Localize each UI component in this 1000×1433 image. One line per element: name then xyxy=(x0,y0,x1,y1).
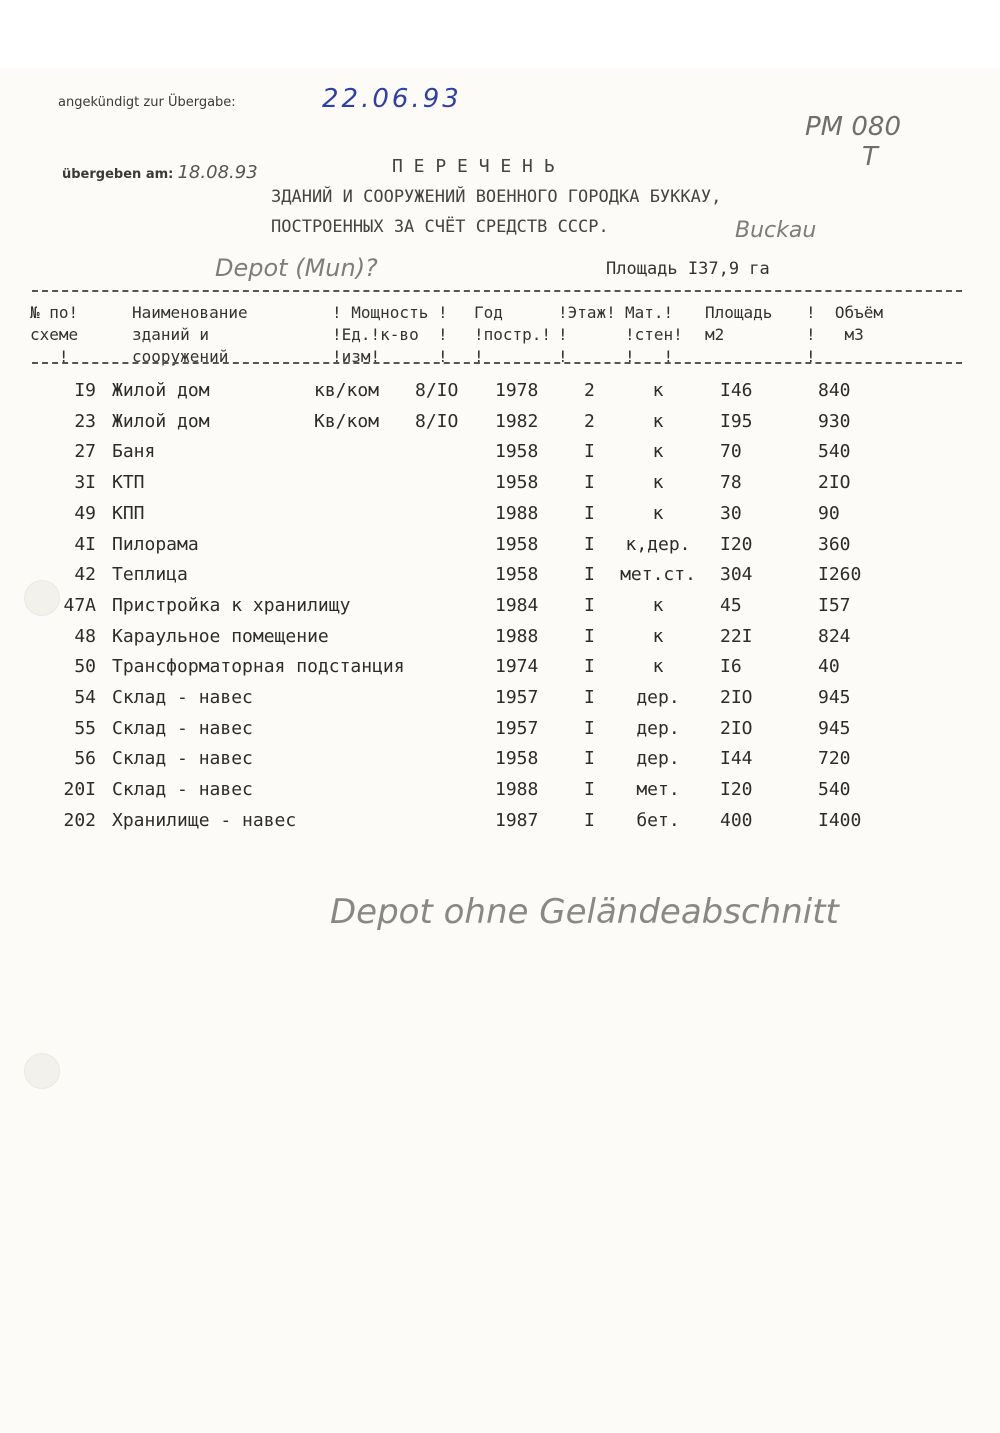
cell-material: дер. xyxy=(636,748,680,770)
cell-num: 202 xyxy=(63,809,96,831)
cell-area: I95 xyxy=(720,410,753,432)
cell-name: КТП xyxy=(112,472,145,494)
cell-name: Баня xyxy=(112,441,156,463)
cell-area: 2IO xyxy=(720,717,753,739)
cell-name: Трансформаторная подстанция xyxy=(112,656,405,678)
cell-name: Склад - навес xyxy=(112,748,253,770)
cell-year: 1987 xyxy=(495,809,539,831)
cell-volume: 540 xyxy=(818,441,851,463)
handed-over-stamp xyxy=(62,162,258,183)
cell-volume: 930 xyxy=(818,410,851,432)
cell-num: 54 xyxy=(74,687,96,708)
cell-area: 78 xyxy=(720,472,742,494)
cell-num: 20I xyxy=(63,779,96,801)
cell-area: 22I xyxy=(720,625,753,647)
cell-material: мет.ст. xyxy=(620,564,696,586)
announced-label: angekündigt zur Übergabe: xyxy=(58,95,236,110)
cell-qty: 8/IO xyxy=(415,380,459,401)
cell-year: 1988 xyxy=(495,779,539,801)
cell-name: Склад - навес xyxy=(112,687,253,708)
table-row xyxy=(0,564,1000,594)
cell-volume: I260 xyxy=(818,564,862,586)
cell-year: 1978 xyxy=(495,380,539,401)
cell-year: 1974 xyxy=(495,656,539,678)
cell-volume: 360 xyxy=(818,533,851,555)
cell-area: 2IO xyxy=(720,687,753,708)
cell-floors: I xyxy=(584,502,595,524)
cell-num: 42 xyxy=(74,564,96,586)
header-material: Мат.! !стен! ! ! xyxy=(625,303,683,366)
total-area: Площадь I37,9 га xyxy=(606,259,770,279)
cell-year: 1958 xyxy=(495,472,539,494)
title-line-2: ЗДАНИЙ И СООРУЖЕНИЙ ВОЕННОГО ГОРОДКА БУККАУ, xyxy=(271,187,722,207)
cell-num: 55 xyxy=(74,717,96,739)
cell-volume: 2IO xyxy=(818,472,851,494)
cell-material: дер. xyxy=(636,717,680,739)
cell-year: 1958 xyxy=(495,564,539,586)
cell-area: I44 xyxy=(720,748,753,770)
file-code: PM 080 xyxy=(805,112,902,142)
table-row xyxy=(0,656,1000,686)
header-rule-top xyxy=(32,290,962,292)
cell-qty: 8/IO xyxy=(415,410,459,432)
cell-material: к xyxy=(652,502,664,524)
cell-name: Склад - навес xyxy=(112,779,253,801)
cell-num: 4I xyxy=(74,533,96,555)
cell-material: к xyxy=(652,380,664,401)
punch-hole xyxy=(24,1053,60,1089)
cell-num: 27 xyxy=(74,441,96,463)
table-row xyxy=(0,748,1000,778)
cell-year: 1957 xyxy=(495,687,539,708)
cell-volume: 945 xyxy=(818,717,851,739)
cell-area: I6 xyxy=(720,656,742,678)
cell-name: КПП xyxy=(112,502,145,524)
cell-volume: 90 xyxy=(818,502,840,524)
table-row xyxy=(0,718,1000,748)
cell-year: 1988 xyxy=(495,625,539,647)
cell-floors: I xyxy=(584,594,595,616)
cell-name: Караульное помещение xyxy=(112,625,329,647)
cell-floors: I xyxy=(584,809,595,831)
cell-floors: I xyxy=(584,441,595,463)
cell-volume: 720 xyxy=(818,748,851,770)
header-floors: !Этаж! ! ! xyxy=(558,303,616,366)
table-row xyxy=(0,503,1000,533)
table-row xyxy=(0,810,1000,840)
cell-unit: кв/ком xyxy=(314,380,380,401)
header-volume: ! Объём ! м3 ! xyxy=(806,303,884,366)
cell-floors: I xyxy=(584,656,595,678)
table-row xyxy=(0,626,1000,656)
cell-num: I9 xyxy=(74,380,96,401)
cell-floors: I xyxy=(584,717,595,739)
document-title: П Е Р Е Ч Е Н Ь xyxy=(392,156,555,177)
cell-name: Хранилище - навес xyxy=(112,809,297,831)
cell-floors: I xyxy=(584,533,595,555)
header-num: № по! схеме ! xyxy=(30,303,79,366)
file-mark: T xyxy=(862,142,878,172)
cell-year: 1988 xyxy=(495,502,539,524)
cell-floors: 2 xyxy=(584,410,595,432)
cell-material: к xyxy=(652,410,664,432)
handed-date: 18.08.93 xyxy=(177,162,258,183)
table-row xyxy=(0,380,1000,410)
header-rule-bottom xyxy=(32,362,962,364)
cell-num: 56 xyxy=(74,748,96,770)
cell-name: Теплица xyxy=(112,564,188,586)
table-row xyxy=(0,595,1000,625)
cell-material: бет. xyxy=(636,809,680,831)
cell-name: Склад - навес xyxy=(112,717,253,739)
cell-area: I20 xyxy=(720,779,753,801)
cell-floors: 2 xyxy=(584,380,595,401)
cell-year: 1984 xyxy=(495,594,539,616)
title-line-3: ПОСТРОЕННЫХ ЗА СЧЁТ СРЕДСТВ СССР. xyxy=(271,217,609,237)
cell-floors: I xyxy=(584,472,595,494)
cell-material: к xyxy=(652,625,664,647)
cell-name: Жилой дом xyxy=(112,380,210,401)
table-row xyxy=(0,687,1000,717)
handed-label: übergeben am: xyxy=(62,167,174,182)
cell-year: 1958 xyxy=(495,533,539,555)
cell-material: к,дер. xyxy=(625,533,691,555)
cell-volume: 840 xyxy=(818,380,851,401)
cell-material: к xyxy=(652,656,664,678)
cell-area: I46 xyxy=(720,380,753,401)
footer-note: Depot ohne Geländeabschnitt xyxy=(330,892,839,932)
cell-material: мет. xyxy=(636,779,680,801)
cell-area: 304 xyxy=(720,564,753,586)
cell-floors: I xyxy=(584,779,595,801)
header-name: Наименование зданий и сооружений xyxy=(132,303,248,366)
cell-name: Жилой дом xyxy=(112,410,210,432)
cell-year: 1958 xyxy=(495,748,539,770)
header-year: Год !постр.! ! xyxy=(474,303,552,366)
cell-floors: I xyxy=(584,625,595,647)
cell-area: I20 xyxy=(720,533,753,555)
cell-num: 49 xyxy=(74,502,96,524)
cell-num: 23 xyxy=(74,410,96,432)
cell-area: 70 xyxy=(720,441,742,463)
cell-year: 1957 xyxy=(495,717,539,739)
cell-num: 48 xyxy=(74,625,96,647)
cell-volume: 540 xyxy=(818,779,851,801)
announced-date: 22.06.93 xyxy=(322,84,462,114)
table-row xyxy=(0,411,1000,441)
header-capacity: ! Мощность ! !Ед.!к-во ! !изм! ! xyxy=(332,303,448,366)
table-row xyxy=(0,779,1000,809)
cell-name: Пристройка к хранилищу xyxy=(112,594,351,616)
cell-year: 1958 xyxy=(495,441,539,463)
cell-volume: 945 xyxy=(818,687,851,708)
table-row xyxy=(0,441,1000,471)
cell-num: 3I xyxy=(74,472,96,494)
cell-year: 1982 xyxy=(495,410,539,432)
cell-num: 47A xyxy=(63,594,96,616)
place-note: Buckau xyxy=(735,218,817,243)
cell-area: 400 xyxy=(720,809,753,831)
cell-num: 50 xyxy=(74,656,96,678)
table-row xyxy=(0,472,1000,502)
depot-note: Depot (Mun)? xyxy=(215,254,378,282)
cell-area: 30 xyxy=(720,502,742,524)
cell-volume: 40 xyxy=(818,656,840,678)
cell-volume: 824 xyxy=(818,625,851,647)
cell-floors: I xyxy=(584,564,595,586)
cell-name: Пилорама xyxy=(112,533,199,555)
cell-material: к xyxy=(652,472,664,494)
cell-floors: I xyxy=(584,748,595,770)
cell-material: дер. xyxy=(636,687,680,708)
cell-material: к xyxy=(652,441,664,463)
cell-material: к xyxy=(652,594,664,616)
cell-volume: I57 xyxy=(818,594,851,616)
cell-unit: Кв/ком xyxy=(314,410,380,432)
header-area: Площадь м2 xyxy=(705,303,773,344)
cell-volume: I400 xyxy=(818,809,862,831)
cell-floors: I xyxy=(584,687,595,708)
table-row xyxy=(0,534,1000,564)
cell-area: 45 xyxy=(720,594,742,616)
